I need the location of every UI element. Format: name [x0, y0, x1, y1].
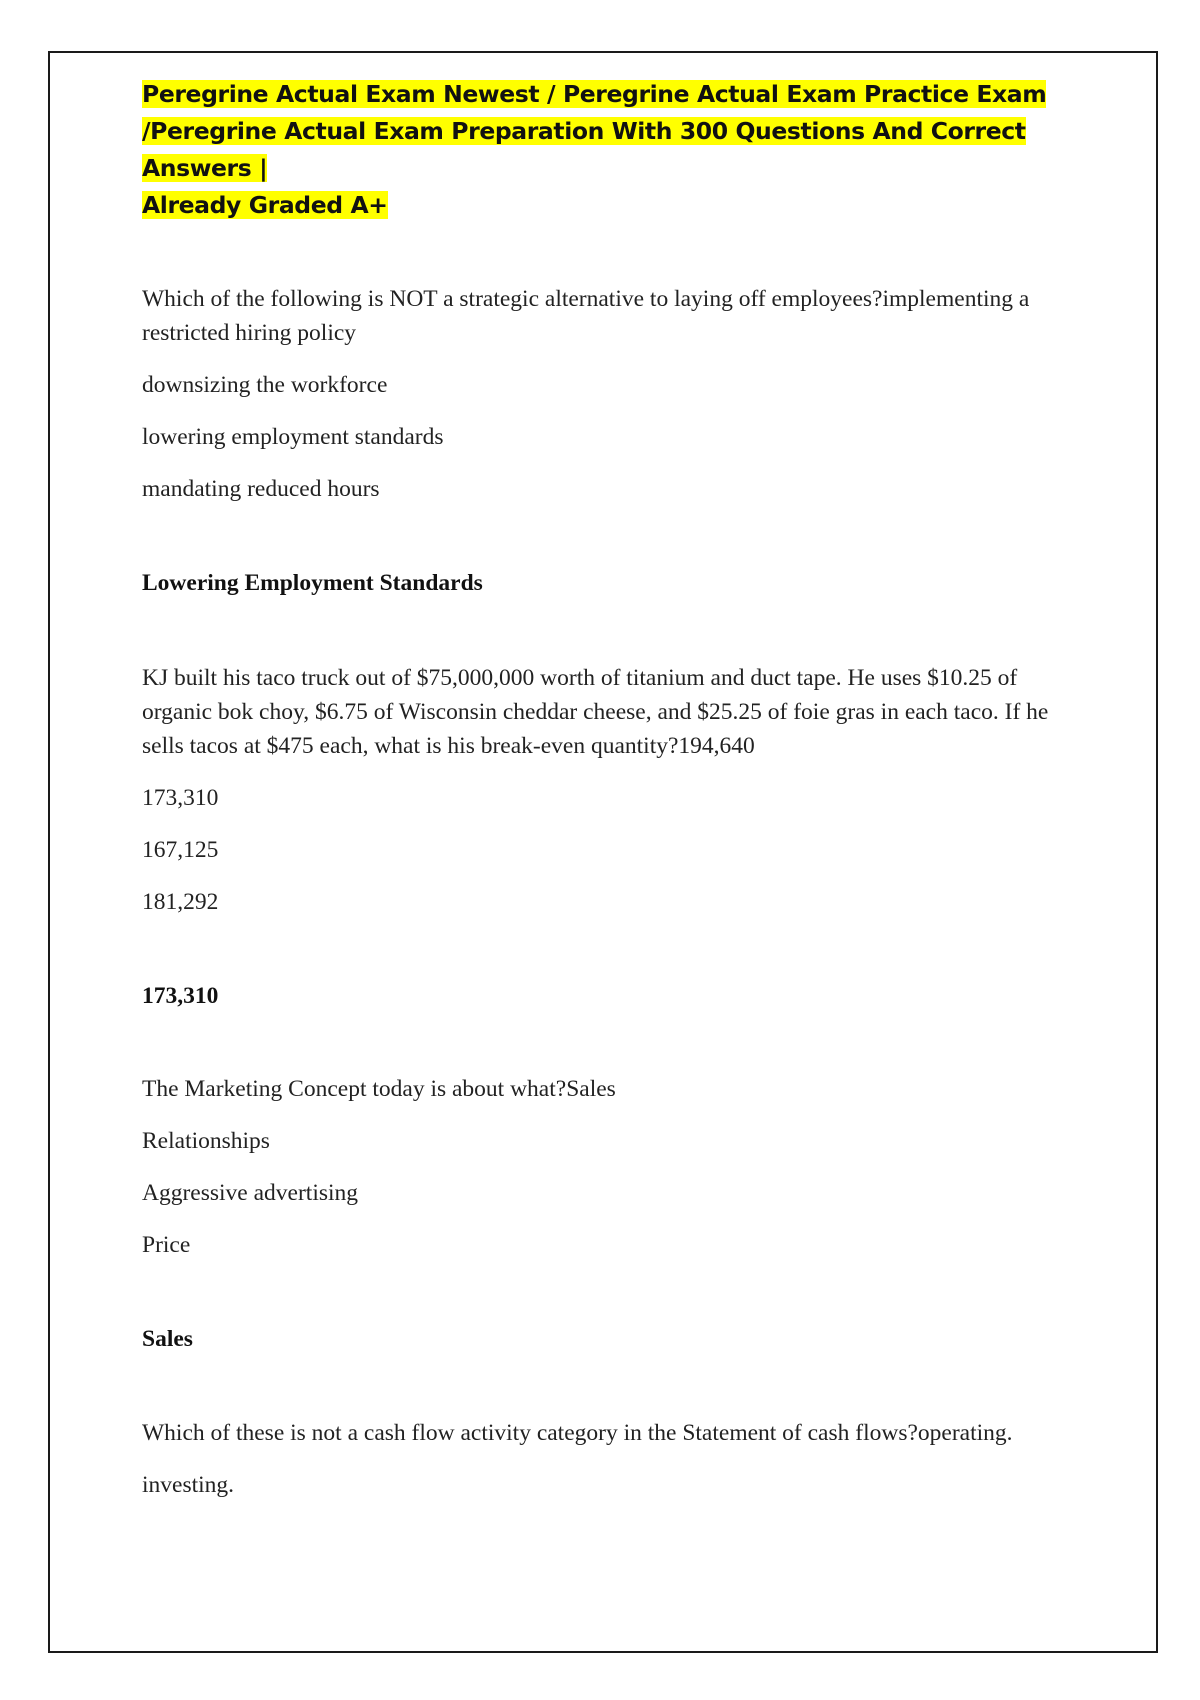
document-body: [142, 76, 1062, 1520]
correct-answer: Sales: [142, 1326, 193, 1352]
question-text: The Marketing Concept today is about what?Sales: [142, 1076, 616, 1102]
correct-answer: 173,310: [142, 983, 219, 1009]
option: 167,125: [142, 837, 219, 863]
option: Price: [142, 1232, 191, 1258]
question-text: Which of the following is NOT a strategic alternative to laying off employees?implementing a restricted hiring policy: [142, 286, 1030, 346]
title-line: /Peregrine Actual Exam Preparation With 300 Questions And Correct Answers |: [142, 117, 1026, 182]
option: 173,310: [142, 785, 219, 811]
correct-answer: Lowering Employment Standards: [142, 570, 483, 596]
option: mandating reduced hours: [142, 476, 380, 502]
option: Relationships: [142, 1128, 270, 1154]
option: Aggressive advertising: [142, 1180, 359, 1206]
question-3: [142, 1072, 1062, 1356]
question-text: KJ built his taco truck out of $75,000,000 worth of titanium and duct tape. He uses $10.25 of organic bok choy, $6.75 of Wisconsin cheddar cheese, and $25.25 of foie gras in each taco. If he sells tacos at $475 each, what is his break-even quantity?194,640: [142, 665, 1049, 759]
option: investing.: [142, 1472, 235, 1498]
option: 181,292: [142, 889, 219, 915]
title-line: Already Graded A+: [142, 191, 388, 219]
question-1: [142, 282, 1062, 600]
document-title: [142, 76, 1062, 224]
question-4: [142, 1416, 1062, 1502]
question-2: [142, 661, 1062, 1013]
title-line: Peregrine Actual Exam Newest / Peregrine Actual Exam Practice Exam: [142, 80, 1047, 108]
question-text: Which of these is not a cash flow activity category in the Statement of cash flows?operating.: [142, 1420, 1013, 1446]
option: downsizing the workforce: [142, 372, 388, 398]
option: lowering employment standards: [142, 424, 444, 450]
